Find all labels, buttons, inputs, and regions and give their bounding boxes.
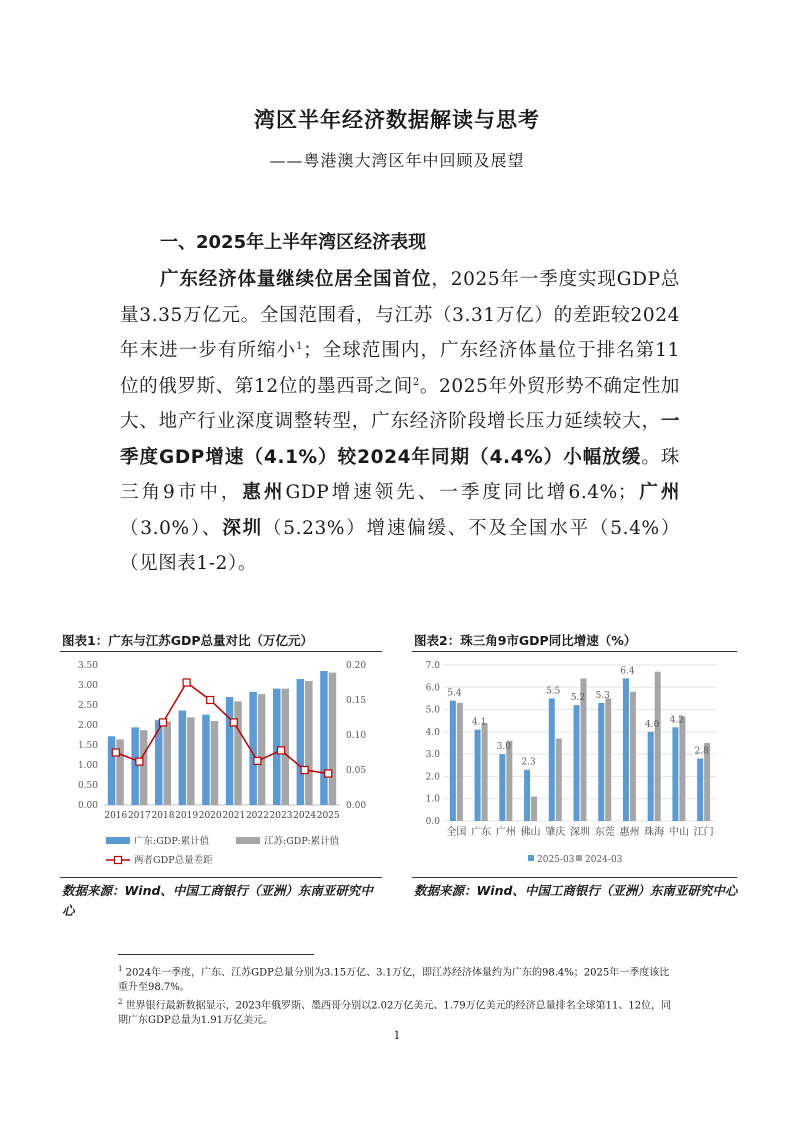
right-axis-tick-label: 0.05 bbox=[346, 766, 367, 776]
legend-label-jiangsu: 江苏:GDP:累计值 bbox=[264, 836, 340, 847]
footnote-1-text: 2024年一季度，广东、江苏GDP总量分别为3.15万亿、3.1万亿，即江苏经济体量约为广东的98.4%；2025年一季度该比重升至98.7%。 bbox=[118, 967, 670, 993]
footnotes bbox=[118, 962, 678, 1029]
bar-2024-03 bbox=[655, 672, 661, 821]
x-axis-tick-label: 深圳 bbox=[570, 827, 590, 838]
gap-series-line bbox=[116, 683, 328, 774]
figure1-top-rule bbox=[60, 651, 382, 652]
page-title: 湾区半年经济数据解读与思考 bbox=[254, 108, 540, 132]
legend-label-guangdong: 广东:GDP:累计值 bbox=[134, 836, 210, 847]
bar-2024-03 bbox=[605, 698, 611, 821]
gap-point-marker bbox=[112, 749, 119, 756]
x-axis-tick-label: 2020 bbox=[198, 811, 222, 821]
bar-2025-03 bbox=[672, 727, 678, 821]
y-axis-tick-label: 1.0 bbox=[425, 794, 440, 805]
legend-swatch-2025-03 bbox=[528, 855, 534, 861]
left-axis-tick-label: 0.50 bbox=[77, 781, 98, 791]
x-axis-tick-label: 中山 bbox=[668, 827, 689, 838]
data-label: 4.0 bbox=[645, 719, 660, 730]
bar-guangdong bbox=[108, 736, 116, 805]
footnote-2-mark: 2 bbox=[118, 998, 123, 1007]
bar-2024-03 bbox=[556, 739, 562, 821]
footnote-2-text: 世界银行最新数据显示，2023年俄罗斯、墨西哥分别以2.02万亿美元、1.79万亿美元的经济总量排名全球第11、12位，同期广东GDP总量为1.91万亿美元。 bbox=[118, 1000, 672, 1027]
para-text-2: ；全球范围内，广东经济体量位于排名第11位的俄罗斯、第12位的墨西哥之间 bbox=[120, 340, 680, 397]
bar-guangdong bbox=[131, 727, 139, 805]
left-axis-tick-label: 1.00 bbox=[77, 761, 98, 771]
gap-point-marker bbox=[160, 719, 167, 726]
bar-guangdong bbox=[179, 711, 187, 805]
figure1-bottom-rule bbox=[60, 877, 382, 878]
data-label: 5.4 bbox=[447, 688, 462, 699]
para-text-4: 。珠三角9市中， bbox=[120, 446, 681, 503]
legend-swatch-2024-03 bbox=[576, 855, 582, 861]
bar-guangdong bbox=[226, 697, 234, 805]
data-label: 5.5 bbox=[546, 686, 561, 697]
para-highlight-1: 广东经济体量继续位居全国首位 bbox=[160, 269, 432, 290]
para-text-6: （3.0%）、 bbox=[120, 517, 223, 539]
left-axis-tick-label: 0.00 bbox=[77, 801, 98, 811]
x-axis-tick-label: 惠州 bbox=[619, 827, 640, 838]
right-axis-tick-label: 0.15 bbox=[346, 696, 367, 706]
gap-point-marker bbox=[207, 697, 214, 704]
data-label: 3.0 bbox=[496, 742, 511, 753]
legend-swatch-jiangsu bbox=[236, 837, 260, 844]
bar-2025-03 bbox=[697, 759, 703, 821]
legend-label-gap: 两者GDP总量差距 bbox=[134, 855, 213, 866]
x-axis-tick-label: 广东 bbox=[471, 827, 492, 838]
body-paragraph bbox=[120, 262, 680, 582]
bar-guangdong bbox=[297, 679, 305, 805]
y-axis-tick-label: 5.0 bbox=[425, 705, 440, 716]
bar-jiangsu bbox=[140, 730, 148, 805]
gap-point-marker bbox=[278, 747, 285, 754]
bar-2025-03 bbox=[648, 732, 654, 821]
bar-jiangsu bbox=[187, 717, 195, 805]
x-axis-tick-label: 2025 bbox=[316, 811, 340, 821]
left-axis-tick-label: 1.50 bbox=[77, 741, 98, 751]
bar-guangdong bbox=[202, 715, 210, 805]
bar-jiangsu bbox=[258, 694, 266, 805]
x-axis-tick-label: 东莞 bbox=[594, 827, 615, 838]
bar-jiangsu bbox=[164, 721, 172, 805]
x-axis-tick-label: 广州 bbox=[495, 827, 516, 838]
legend-label-2024-03: 2024-03 bbox=[585, 855, 623, 865]
footnote-ref-1[interactable]: 1 bbox=[296, 340, 304, 352]
x-axis-tick-label: 2019 bbox=[175, 811, 199, 821]
para-highlight-5: 深圳 bbox=[222, 517, 263, 539]
figure2-title: 图表2：珠三角9市GDP同比增速（%） bbox=[414, 633, 637, 648]
figure1-chart bbox=[60, 653, 382, 875]
footnote-separator bbox=[118, 954, 314, 955]
para-text-3: 。2025年外贸形势不确定性加大、地产行业深度调整转型，广东经济阶段增长压力延续较大， bbox=[120, 375, 680, 432]
x-axis-tick-label: 2024 bbox=[293, 811, 317, 821]
bar-2025-03 bbox=[499, 754, 505, 821]
gap-point-marker bbox=[230, 719, 237, 726]
figure2-top-rule bbox=[412, 651, 737, 652]
bar-2025-03 bbox=[450, 701, 456, 821]
x-axis-tick-label: 2023 bbox=[269, 811, 293, 821]
figure1-title: 图表1：广东与江苏GDP总量对比（万亿元） bbox=[62, 633, 313, 648]
gap-point-marker bbox=[325, 770, 332, 777]
y-axis-tick-label: 2.0 bbox=[425, 772, 440, 783]
bar-guangdong bbox=[320, 671, 328, 805]
bar-2024-03 bbox=[457, 703, 463, 821]
bar-jiangsu bbox=[211, 721, 219, 805]
left-axis-tick-label: 3.50 bbox=[77, 661, 98, 671]
x-axis-tick-label: 珠海 bbox=[644, 827, 665, 838]
x-axis-tick-label: 佛山 bbox=[520, 827, 541, 838]
para-highlight-3: 惠州 bbox=[242, 482, 286, 503]
gap-point-marker bbox=[301, 767, 308, 774]
footnote-1 bbox=[118, 962, 678, 995]
para-highlight-4: 广州 bbox=[636, 482, 681, 503]
data-label: 6.4 bbox=[620, 666, 635, 677]
bar-2025-03 bbox=[524, 770, 530, 821]
legend-label-2025-03: 2025-03 bbox=[537, 855, 575, 865]
para-text-7: （5.23%）增速偏缓、不及全国水平（5.4%）（见图表1-2）。 bbox=[120, 517, 681, 574]
y-axis-tick-label: 4.0 bbox=[425, 727, 440, 738]
right-axis-tick-label: 0.00 bbox=[346, 801, 367, 811]
footnote-1-mark: 1 bbox=[118, 965, 123, 973]
data-label: 4.1 bbox=[471, 717, 487, 728]
figure2-bottom-rule bbox=[412, 877, 737, 878]
left-axis-tick-label: 3.00 bbox=[77, 681, 98, 691]
x-axis-tick-label: 全国 bbox=[446, 827, 467, 838]
x-axis-tick-label: 2016 bbox=[104, 811, 128, 821]
bar-2025-03 bbox=[574, 705, 580, 821]
figure2-chart bbox=[412, 653, 737, 875]
gap-point-marker bbox=[136, 758, 143, 765]
data-label: 4.2 bbox=[669, 715, 685, 726]
bar-2024-03 bbox=[679, 716, 685, 821]
para-text-1: ，2025年一季度实现GDP总量3.35万亿元。全国范围看，与江苏（3.31万亿）的差距较2024年末进一步有所缩小 bbox=[120, 269, 681, 361]
x-axis-tick-label: 2022 bbox=[245, 811, 269, 821]
page-subtitle: ——粤港澳大湾区年中回顾及展望 bbox=[269, 151, 525, 170]
x-axis-tick-label: 2017 bbox=[127, 811, 151, 821]
section-heading: 一、2025年上半年湾区经济表现 bbox=[160, 232, 427, 253]
figure1-source: 数据来源：Wind、中国工商银行（亚洲）东南亚研究中心 bbox=[62, 883, 373, 918]
left-axis-tick-label: 2.00 bbox=[77, 721, 98, 731]
para-highlight-2: 一季度GDP增速（4.1%）较2024年同期（4.4%）小幅放缓 bbox=[120, 411, 680, 468]
page-number: 1 bbox=[393, 1029, 401, 1042]
data-label: 2.8 bbox=[694, 746, 709, 757]
y-axis-tick-label: 0.0 bbox=[425, 817, 440, 827]
data-label: 5.2 bbox=[570, 693, 586, 704]
y-axis-tick-label: 6.0 bbox=[425, 683, 440, 694]
bar-2024-03 bbox=[506, 741, 512, 821]
bar-2024-03 bbox=[482, 723, 488, 821]
gap-point-marker bbox=[254, 757, 261, 764]
footnote-ref-2[interactable]: 2 bbox=[412, 376, 420, 388]
bar-2025-03 bbox=[598, 703, 604, 821]
x-axis-tick-label: 2021 bbox=[222, 811, 246, 821]
bar-jiangsu bbox=[329, 673, 337, 805]
y-axis-tick-label: 7.0 bbox=[425, 661, 440, 671]
data-label: 2.3 bbox=[521, 757, 536, 768]
figure2-source: 数据来源：Wind、中国工商银行（亚洲）东南亚研究中心 bbox=[414, 883, 738, 898]
legend-swatch-guangdong bbox=[106, 837, 130, 844]
x-axis-tick-label: 肇庆 bbox=[545, 827, 566, 838]
data-label: 5.3 bbox=[595, 690, 610, 701]
gap-point-marker bbox=[183, 679, 190, 686]
bar-jiangsu bbox=[305, 681, 313, 805]
bar-2025-03 bbox=[549, 698, 555, 821]
left-axis-tick-label: 2.50 bbox=[77, 701, 98, 711]
bar-2025-03 bbox=[475, 730, 481, 821]
x-axis-tick-label: 2018 bbox=[151, 811, 175, 821]
y-axis-tick-label: 3.0 bbox=[425, 750, 440, 761]
bar-jiangsu bbox=[234, 701, 242, 805]
right-axis-tick-label: 0.20 bbox=[346, 661, 367, 671]
bar-2024-03 bbox=[531, 796, 537, 821]
right-axis-tick-label: 0.10 bbox=[346, 731, 367, 741]
bar-2024-03 bbox=[630, 692, 636, 821]
legend-marker-gap bbox=[115, 857, 122, 864]
para-text-5: GDP增速领先、一季度同比增6.4%； bbox=[285, 482, 637, 503]
x-axis-tick-label: 江门 bbox=[693, 827, 714, 838]
footnote-2 bbox=[118, 995, 678, 1028]
bar-2025-03 bbox=[623, 678, 629, 821]
